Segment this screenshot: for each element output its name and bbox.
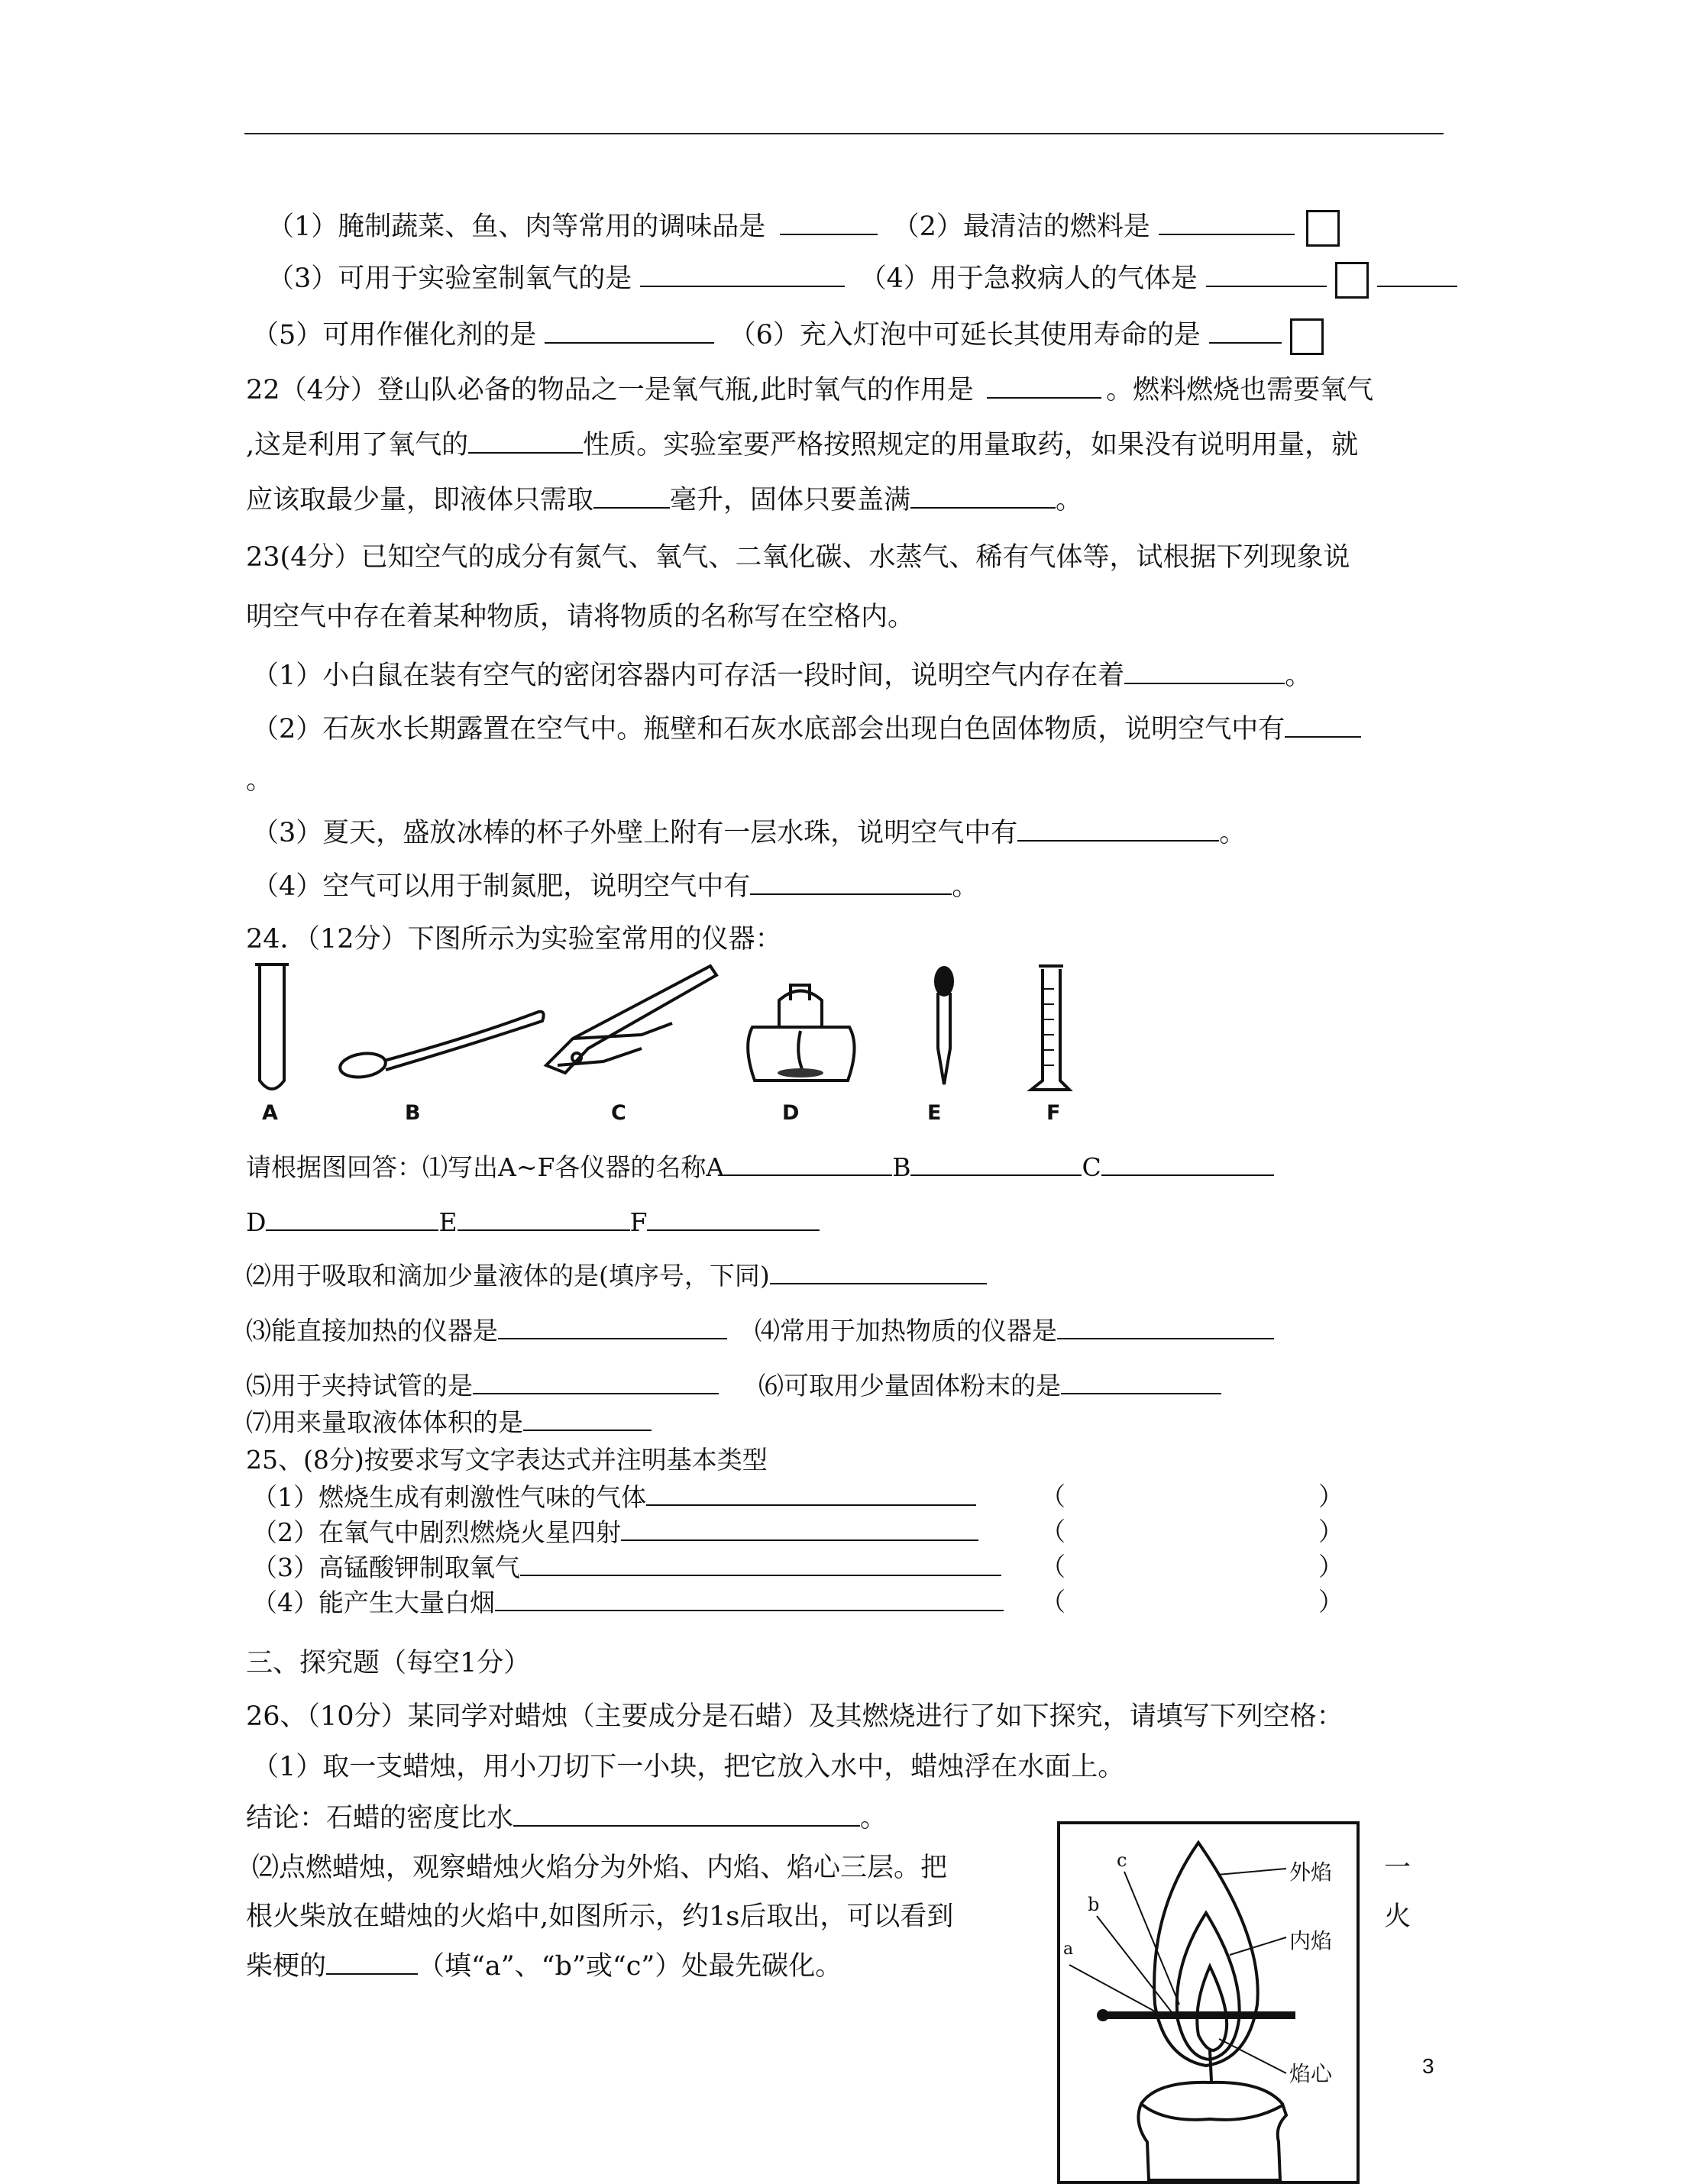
q26-step-1: （1）取一支蜡烛，用小刀切下一小块，把它放入水中，蜡烛浮在水面上。: [252, 1752, 1125, 1782]
answer-blank[interactable]: [520, 1549, 1001, 1576]
answer-blank[interactable]: [640, 260, 845, 287]
answer-blank[interactable]: [326, 1947, 418, 1975]
q24-answer-2: [246, 1257, 987, 1294]
answer-blank[interactable]: [724, 1149, 892, 1176]
answer-blank[interactable]: [1061, 1367, 1221, 1394]
answer-blank[interactable]: [1017, 814, 1219, 842]
q24-text: ⑹可取用少量固体粉末的是: [758, 1371, 1061, 1401]
figure-label-d: D: [782, 1101, 800, 1125]
q24-text: C: [1082, 1152, 1101, 1182]
q23-line-2: 明空气中存在着某种物质，请将物质的名称写在空格内。: [246, 602, 915, 632]
q22-line-2: [246, 426, 1358, 464]
q26-step-2-line-1: ⑵点燃蜡烛，观察蜡烛火焰分为外焰、内焰、焰心三层。把: [252, 1853, 948, 1883]
q26-title: 26、（10分）某同学对蜡烛（主要成分是石蜡）及其燃烧进行了如下探究，请填写下列空格：: [246, 1701, 1344, 1732]
position-label-a: a: [1063, 1940, 1074, 1959]
q24-answer-1b: [246, 1203, 820, 1241]
q23-text: （3）夏天，盛放冰棒的杯子外壁上附有一层水珠，说明空气中有: [252, 818, 1018, 848]
q26-conclusion-1: [246, 1799, 887, 1837]
reaction-type-close-3: ）: [1318, 1552, 1344, 1581]
header-rule: [244, 133, 1444, 134]
q24-text: ⑷常用于加热物质的仪器是: [755, 1316, 1057, 1346]
score-box: [1306, 210, 1340, 247]
q22-text: 。燃料燃烧也需要氧气: [1106, 375, 1374, 405]
answer-blank[interactable]: [513, 1799, 860, 1827]
answer-blank[interactable]: [910, 481, 1056, 509]
q24-title: 24．（12分）下图所示为实验室常用的仪器：: [246, 924, 782, 955]
answer-blank[interactable]: [495, 1584, 1004, 1611]
q25-title: 25、(8分)按要求写文字表达式并注明基本类型: [246, 1445, 768, 1475]
answer-blank[interactable]: [1209, 316, 1282, 344]
answer-blank[interactable]: [1101, 1149, 1274, 1176]
q24-answer-5-6: [246, 1367, 1221, 1404]
q22-line-1: [246, 371, 1373, 409]
reaction-type-close-2: ）: [1318, 1517, 1344, 1546]
reaction-type-close-1: ）: [1318, 1481, 1344, 1511]
q24-text: D: [246, 1207, 267, 1237]
figure-label-b: B: [405, 1101, 421, 1125]
answer-blank[interactable]: [266, 1203, 438, 1231]
answer-blank[interactable]: [621, 1514, 978, 1541]
q22-text: 应该取最少量，即液体只需取: [246, 485, 594, 515]
q21-item-2: （2）最清洁的燃料是: [892, 212, 1150, 242]
q24-text: E: [438, 1207, 458, 1237]
q26-step-2-line-2: 根火柴放在蜡烛的火焰中,如图所示，约1s后取出，可以看到: [246, 1901, 954, 1932]
q23-line-1: 23(4分）已知空气的成分有氮气、氧气、二氧化碳、水蒸气、稀有气体等，试根据下列现象说: [246, 542, 1350, 573]
test-tube-holder-icon: [546, 966, 716, 1073]
reaction-type-open-1: （: [1040, 1481, 1066, 1511]
q25-item-2: [252, 1514, 978, 1551]
q24-text: ⑶能直接加热的仪器是: [246, 1316, 498, 1346]
q21-item-3: （3）可用于实验室制氧气的是: [267, 263, 632, 294]
q24-answer-1: [246, 1149, 1274, 1186]
test-tube-icon: [255, 964, 289, 1089]
section-3-heading: 三、探究题（每空1分）: [246, 1648, 531, 1678]
reaction-type-close-4: ）: [1318, 1587, 1344, 1617]
q25-text: （3）高锰酸钾制取氧气: [252, 1552, 520, 1582]
q24-text: ⑵用于吸取和滴加少量液体的是(填序号，下同): [246, 1261, 770, 1291]
q25-item-1: [252, 1478, 976, 1516]
flame-core-label: 焰心: [1289, 2061, 1333, 2086]
q25-item-4: [252, 1584, 1004, 1621]
position-label-c: c: [1117, 1850, 1127, 1871]
alcohol-lamp-icon: [748, 985, 854, 1081]
q26-text: （填“a”、“b”或“c”）处最先碳化。: [418, 1951, 842, 1982]
answer-blank[interactable]: [593, 481, 670, 509]
answer-blank[interactable]: [647, 1203, 820, 1231]
answer-blank[interactable]: [1057, 1312, 1274, 1339]
answer-blank[interactable]: [750, 867, 952, 895]
reaction-type-open-3: （: [1040, 1552, 1066, 1581]
q22-text: 22（4分）登山队必备的物品之一是氧气瓶,此时氧气的作用是: [246, 375, 974, 405]
answer-blank[interactable]: [910, 1149, 1082, 1176]
reaction-type-open-4: （: [1040, 1587, 1066, 1617]
q21-line-3: [252, 316, 1324, 355]
reaction-type-open-2: （: [1040, 1517, 1066, 1546]
answer-blank[interactable]: [1285, 710, 1361, 738]
q24-text: B: [892, 1152, 911, 1182]
q21-line-2: [267, 260, 1457, 299]
q24-text: ⑸用于夹持试管的是: [246, 1371, 473, 1401]
q23-sub-4: [252, 867, 978, 905]
answer-blank[interactable]: [458, 1203, 630, 1231]
inner-flame-label: 内焰: [1289, 1928, 1333, 1953]
q23-text: （4）空气可以用于制氮肥，说明空气中有: [252, 871, 751, 902]
medicine-spoon-icon: [338, 1012, 543, 1080]
answer-blank[interactable]: [473, 1367, 719, 1394]
answer-blank[interactable]: [987, 371, 1101, 399]
lab-instruments-figure: [244, 958, 1115, 1100]
figure-label-a: A: [262, 1101, 278, 1125]
q26-text: 柴梗的: [246, 1951, 327, 1982]
answer-blank[interactable]: [770, 1257, 987, 1284]
q21-item-6: （6）充入灯泡中可延长其使用寿命的是: [729, 320, 1201, 351]
page-number: 3: [1422, 2054, 1434, 2078]
q26-text: 。: [860, 1803, 888, 1833]
q21-item-1: （1）腌制蔬菜、鱼、肉等常用的调味品是: [267, 212, 766, 242]
answer-blank[interactable]: [1377, 260, 1457, 287]
q23-sub-3: [252, 814, 1246, 851]
q23-sub-2: [252, 710, 1361, 748]
q26-step-2-line-2-end: 火: [1384, 1901, 1412, 1932]
q23-text: 。: [1285, 661, 1312, 691]
figure-label-f: F: [1046, 1101, 1061, 1125]
answer-blank[interactable]: [780, 208, 878, 235]
q24-text: F: [629, 1207, 648, 1237]
score-box: [1290, 318, 1324, 355]
q21-line-1: [267, 208, 1340, 247]
answer-blank[interactable]: [1206, 260, 1327, 287]
q25-item-3: [252, 1549, 1001, 1586]
answer-blank[interactable]: [646, 1478, 976, 1506]
answer-blank[interactable]: [523, 1404, 652, 1431]
q24-text: 请根据图回答：⑴写出A~F各仪器的名称A: [246, 1152, 725, 1182]
q23-text: 。: [952, 871, 979, 902]
q22-text: 。: [1056, 485, 1083, 515]
score-box: [1335, 262, 1369, 299]
q24-text: ⑺用来量取液体体积的是: [246, 1407, 523, 1437]
q22-line-3: [246, 481, 1082, 519]
outer-flame-label: 外焰: [1289, 1859, 1333, 1885]
dropper-icon: [936, 968, 952, 1084]
q23-sub-1: [252, 657, 1311, 694]
answer-blank[interactable]: [1159, 208, 1295, 235]
figure-label-c: C: [611, 1101, 626, 1125]
q23-sub-2-end: 。: [246, 765, 273, 796]
q23-text: （2）石灰水长期露置在空气中。瓶壁和石灰水底部会出现白色固体物质，说明空气中有: [252, 714, 1285, 745]
figure-label-e: E: [927, 1101, 942, 1125]
q23-text: 。: [1219, 818, 1247, 848]
q24-answer-3-4: [246, 1312, 1274, 1349]
q21-item-4: （4）用于急救病人的气体是: [859, 263, 1198, 294]
q24-answer-7: [246, 1404, 652, 1441]
answer-blank[interactable]: [545, 316, 714, 344]
q26-step-2-line-1-end: 一: [1384, 1853, 1412, 1883]
answer-blank[interactable]: [1124, 657, 1285, 684]
q22-text: 性质。实验室要严格按照规定的用量取药，如果没有说明用量，就: [583, 430, 1359, 460]
q25-text: （4）能产生大量白烟: [252, 1588, 495, 1617]
q25-text: （2）在氧气中剧烈燃烧火星四射: [252, 1517, 621, 1547]
q22-text: ,这是利用了氧气的: [246, 430, 469, 460]
q26-text: 结论：石蜡的密度比水: [246, 1803, 514, 1833]
answer-blank[interactable]: [468, 426, 583, 454]
answer-blank[interactable]: [498, 1312, 727, 1339]
q21-item-5: （5）可用作催化剂的是: [252, 320, 537, 351]
q23-text: （1）小白鼠在装有空气的密闭容器内可存活一段时间，说明空气内存在着: [252, 661, 1125, 691]
graduated-cylinder-icon: [1031, 966, 1069, 1090]
position-label-b: b: [1088, 1894, 1100, 1915]
q25-text: （1）燃烧生成有刺激性气味的气体: [252, 1482, 646, 1512]
q26-step-2-line-3: [246, 1947, 842, 1985]
q22-text: 毫升，固体只要盖满: [670, 485, 911, 515]
